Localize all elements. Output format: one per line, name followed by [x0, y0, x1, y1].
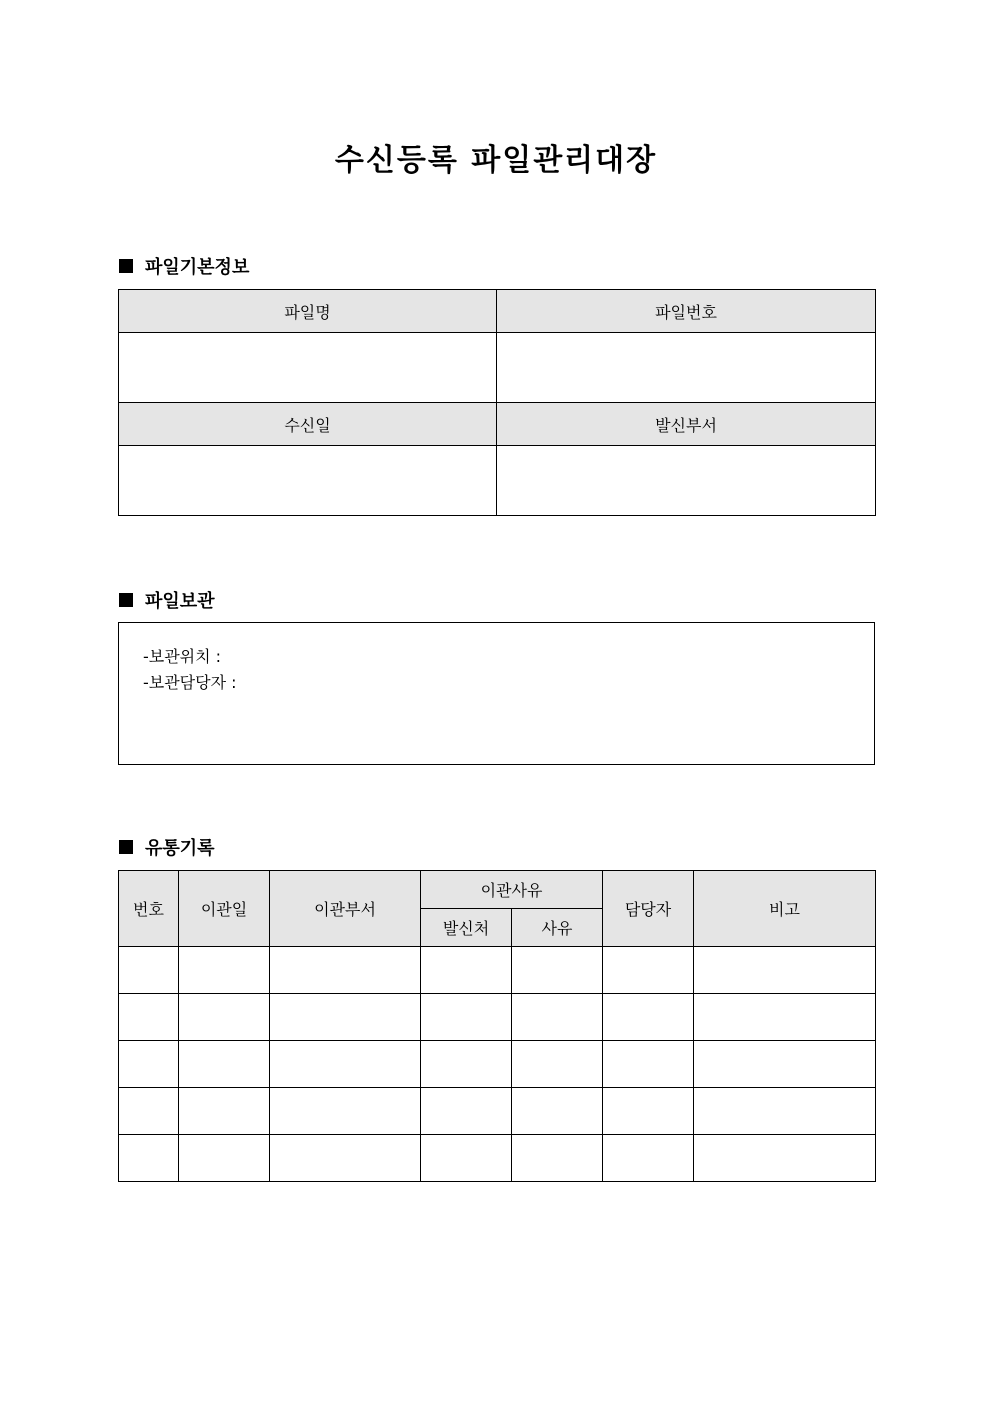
section-heading-flow [119, 834, 215, 860]
header-reason: 사유 [512, 909, 603, 947]
section-heading-text: 유통기록 [145, 838, 215, 859]
cell[interactable] [421, 1088, 512, 1135]
cell[interactable] [603, 1088, 694, 1135]
table-row [119, 1088, 876, 1135]
cell[interactable] [179, 947, 270, 994]
square-bullet-icon [119, 259, 133, 273]
cell[interactable] [119, 1088, 179, 1135]
cell[interactable] [270, 1088, 421, 1135]
header-sender-dept: 발신부서 [497, 403, 876, 446]
square-bullet-icon [119, 840, 133, 854]
cell[interactable] [270, 1041, 421, 1088]
section-heading-basic [119, 253, 249, 279]
cell[interactable] [119, 1041, 179, 1088]
cell[interactable] [119, 994, 179, 1041]
cell[interactable] [270, 994, 421, 1041]
cell[interactable] [421, 1135, 512, 1182]
table-row [119, 947, 876, 994]
header-transfer-reason: 이관사유 [421, 871, 603, 909]
document-title: 수신등록 파일관리대장 [334, 143, 658, 178]
cell[interactable] [694, 1135, 876, 1182]
cell[interactable] [512, 947, 603, 994]
cell[interactable] [603, 994, 694, 1041]
table-row [119, 994, 876, 1041]
cell[interactable] [512, 994, 603, 1041]
cell[interactable] [119, 947, 179, 994]
storage-location-line: -보관위치 : [143, 647, 222, 666]
cell[interactable] [179, 1135, 270, 1182]
cell[interactable] [694, 947, 876, 994]
cell[interactable] [421, 994, 512, 1041]
header-number: 번호 [119, 871, 179, 947]
cell[interactable] [179, 994, 270, 1041]
cell[interactable] [270, 947, 421, 994]
cell[interactable] [119, 1135, 179, 1182]
basic-info-table [118, 289, 876, 516]
file-number-cell[interactable] [497, 333, 876, 403]
header-manager: 담당자 [603, 871, 694, 947]
flow-record-table [118, 870, 876, 1182]
section-heading-text: 파일보관 [145, 591, 215, 612]
cell[interactable] [421, 1041, 512, 1088]
table-row [119, 1041, 876, 1088]
square-bullet-icon [119, 593, 133, 607]
header-transfer-dept: 이관부서 [270, 871, 421, 947]
cell[interactable] [270, 1135, 421, 1182]
file-name-cell[interactable] [119, 333, 497, 403]
storage-box[interactable] [118, 622, 875, 765]
cell[interactable] [694, 1088, 876, 1135]
cell[interactable] [179, 1041, 270, 1088]
header-received-date: 수신일 [119, 403, 497, 446]
cell[interactable] [179, 1088, 270, 1135]
header-transfer-date: 이관일 [179, 871, 270, 947]
cell[interactable] [603, 1041, 694, 1088]
header-note: 비고 [694, 871, 876, 947]
section-heading-storage [119, 587, 215, 613]
cell[interactable] [694, 1041, 876, 1088]
cell[interactable] [512, 1088, 603, 1135]
header-sender: 발신처 [421, 909, 512, 947]
sender-dept-cell[interactable] [497, 446, 876, 516]
table-row [119, 1135, 876, 1182]
received-date-cell[interactable] [119, 446, 497, 516]
storage-manager-line: -보관담당자 : [143, 673, 237, 692]
cell[interactable] [512, 1041, 603, 1088]
header-file-name: 파일명 [119, 290, 497, 333]
cell[interactable] [512, 1135, 603, 1182]
header-file-number: 파일번호 [497, 290, 876, 333]
cell[interactable] [603, 947, 694, 994]
cell[interactable] [694, 994, 876, 1041]
cell[interactable] [421, 947, 512, 994]
cell[interactable] [603, 1135, 694, 1182]
section-heading-text: 파일기본정보 [145, 257, 250, 278]
